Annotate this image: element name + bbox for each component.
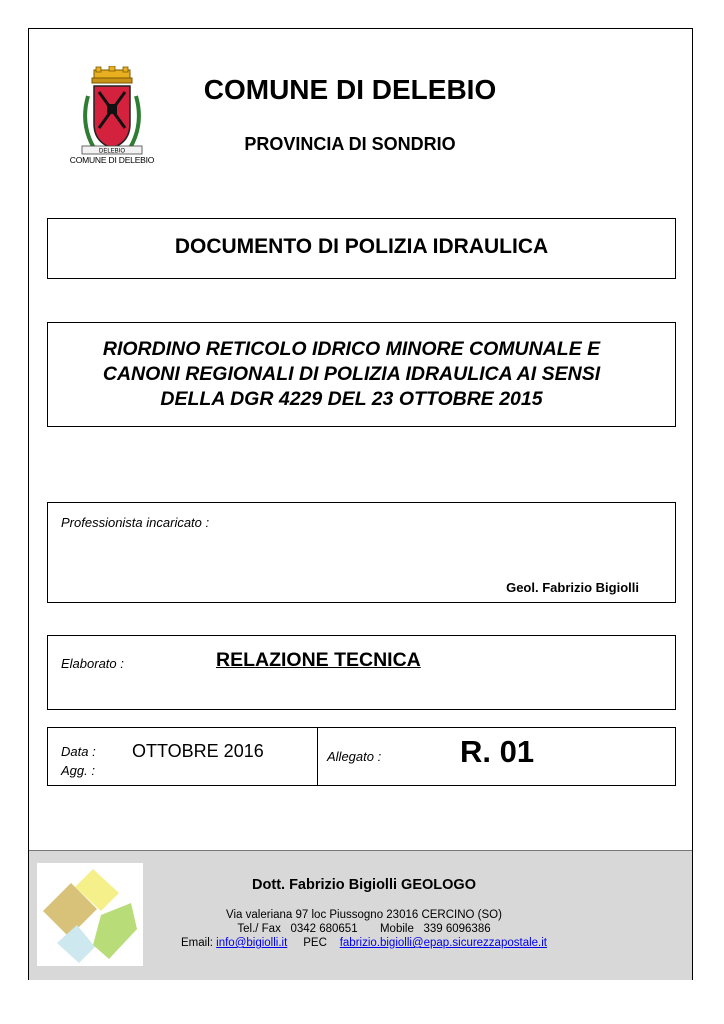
footer bbox=[29, 850, 692, 980]
data-value: OTTOBRE 2016 bbox=[132, 741, 264, 761]
crown-icon bbox=[92, 66, 132, 83]
elaborato-box bbox=[47, 635, 676, 710]
email-label: Email: bbox=[181, 937, 213, 949]
phone-number: 0342 680651 bbox=[290, 923, 358, 935]
mobile-number: 339 6096386 bbox=[423, 923, 491, 935]
box-divider bbox=[317, 728, 318, 785]
page-subtitle: PROVINCIA DI SONDRIO bbox=[244, 134, 456, 154]
pec-label: PEC bbox=[303, 937, 327, 949]
footer-phones bbox=[159, 923, 569, 935]
geologist-logo-icon bbox=[37, 863, 143, 966]
emblem-caption: COMUNE DI DELEBIO bbox=[69, 155, 155, 165]
pec-link[interactable]: fabrizio.bigiolli@epap.sicurezzapostale.it bbox=[339, 937, 547, 949]
email-link[interactable]: info@bigiolli.it bbox=[216, 937, 288, 949]
agg-label: Agg. : bbox=[61, 763, 95, 778]
document-type-box bbox=[47, 218, 676, 279]
footer-contacts bbox=[159, 937, 569, 949]
document-type: DOCUMENTO DI POLIZIA IDRAULICA bbox=[174, 235, 549, 258]
professional-name: Geol. Fabrizio Bigiolli bbox=[506, 580, 639, 595]
date-attachment-box bbox=[47, 727, 676, 786]
document-subject bbox=[58, 337, 645, 412]
elaborato-label: Elaborato : bbox=[61, 656, 124, 671]
laurel-branch-left bbox=[85, 96, 94, 148]
footer-name: Dott. Fabrizio Bigiolli GEOLOGO bbox=[252, 877, 476, 893]
data-label: Data : bbox=[61, 744, 96, 759]
shield-icon bbox=[94, 86, 130, 148]
elaborato-value: RELAZIONE TECNICA bbox=[216, 649, 421, 671]
mobile-label: Mobile bbox=[379, 923, 414, 935]
professional-label: Professionista incaricato : bbox=[61, 515, 210, 530]
allegato-value: R. 01 bbox=[460, 734, 535, 769]
page-title: COMUNE DI DELEBIO bbox=[203, 74, 497, 105]
allegato-label: Allegato : bbox=[327, 749, 382, 764]
phone-label: Tel./ Fax bbox=[237, 923, 281, 935]
emblem-ribbon-text: DELEBIO bbox=[98, 148, 126, 155]
subject-line: CANONI REGIONALI DI POLIZIA IDRAULICA AI SENSI bbox=[102, 363, 601, 385]
document-subject-box bbox=[47, 322, 676, 427]
oak-branch-right bbox=[130, 96, 139, 148]
professional-box bbox=[47, 502, 676, 603]
subject-line: RIORDINO RETICOLO IDRICO MINORE COMUNALE E bbox=[102, 338, 601, 360]
subject-line: DELLA DGR 4229 DEL 23 OTTOBRE 2015 bbox=[160, 388, 543, 410]
footer-address: Via valeriana 97 loc Piussogno 23016 CERCINO (SO) bbox=[226, 909, 502, 921]
